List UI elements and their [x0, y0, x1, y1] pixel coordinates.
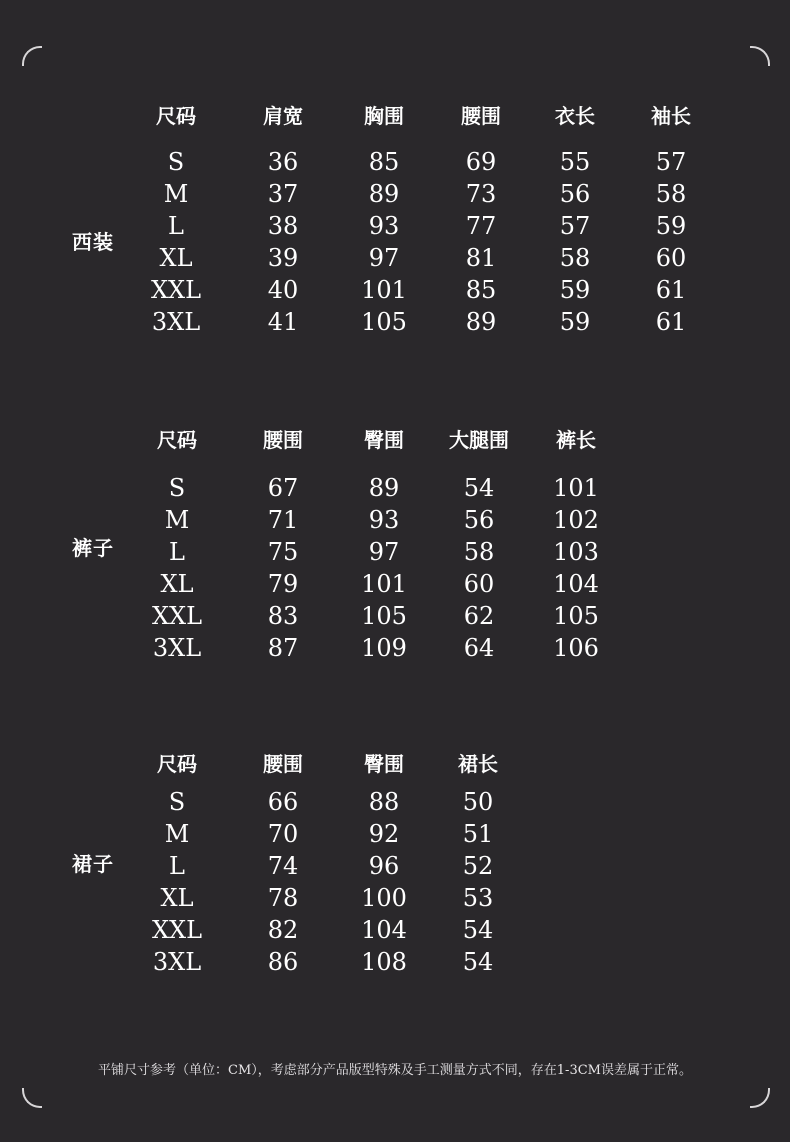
measurement-cell: 105	[361, 308, 407, 336]
measurement-cell: 83	[267, 602, 299, 630]
column-header: 胸围	[364, 104, 404, 128]
measurement-cell: 60	[655, 244, 687, 272]
measurement-cell: 58	[463, 538, 495, 566]
column-header: 尺码	[156, 104, 196, 128]
measurement-cell: 74	[267, 852, 299, 880]
measurement-cell: 62	[463, 602, 495, 630]
measurement-cell: 56	[463, 506, 495, 534]
measurement-cell: 104	[553, 570, 599, 598]
size-label: XL	[159, 244, 193, 272]
corner-top-left	[22, 46, 42, 66]
size-label: L	[168, 212, 184, 240]
size-label: 3XL	[152, 948, 202, 976]
measurement-cell: 108	[361, 948, 407, 976]
measurement-cell: 64	[463, 634, 495, 662]
measurement-cell: 82	[267, 916, 299, 944]
corner-bottom-left	[22, 1088, 42, 1108]
column-header: 大腿围	[449, 428, 509, 452]
measurement-cell: 77	[465, 212, 497, 240]
measurement-cell: 96	[368, 852, 400, 880]
measurement-cell: 40	[267, 276, 299, 304]
size-label: M	[164, 820, 190, 848]
size-label: S	[167, 148, 185, 176]
size-label: L	[169, 852, 185, 880]
column-header: 尺码	[157, 752, 197, 776]
measurement-cell: 71	[267, 506, 299, 534]
column-header: 肩宽	[263, 104, 303, 128]
measurement-cell: 54	[462, 948, 494, 976]
measurement-cell: 102	[553, 506, 599, 534]
measurement-cell: 53	[462, 884, 494, 912]
size-label: XXL	[150, 276, 202, 304]
measurement-cell: 57	[655, 148, 687, 176]
measurement-cell: 101	[361, 570, 407, 598]
corner-top-right	[750, 46, 770, 66]
measurement-cell: 106	[553, 634, 599, 662]
measurement-cell: 58	[559, 244, 591, 272]
measurement-cell: 54	[463, 474, 495, 502]
measurement-cell: 52	[462, 852, 494, 880]
measurement-cell: 38	[267, 212, 299, 240]
measurement-cell: 36	[267, 148, 299, 176]
measurement-cell: 79	[267, 570, 299, 598]
size-label: XXL	[151, 602, 203, 630]
measurement-cell: 78	[267, 884, 299, 912]
measurement-cell: 93	[368, 212, 400, 240]
measurement-cell: 56	[559, 180, 591, 208]
measurement-cell: 73	[465, 180, 497, 208]
measurement-cell: 67	[267, 474, 299, 502]
measurement-cell: 55	[559, 148, 591, 176]
measurement-cell: 37	[267, 180, 299, 208]
size-label: 3XL	[152, 634, 202, 662]
measurement-cell: 101	[553, 474, 599, 502]
column-header: 臀围	[364, 752, 404, 776]
measurement-cell: 89	[465, 308, 497, 336]
measurement-cell: 86	[267, 948, 299, 976]
measurement-cell: 105	[361, 602, 407, 630]
measurement-cell: 41	[267, 308, 299, 336]
size-table-3	[0, 748, 790, 1008]
size-label: XXL	[151, 916, 203, 944]
size-label: XL	[160, 884, 194, 912]
measurement-cell: 88	[368, 788, 400, 816]
size-table-2	[0, 424, 790, 684]
size-table-1	[0, 100, 790, 360]
size-label: S	[168, 474, 186, 502]
column-header: 裤长	[556, 428, 596, 452]
size-label: S	[168, 788, 186, 816]
measurement-cell: 69	[465, 148, 497, 176]
size-label: L	[169, 538, 185, 566]
measurement-cell: 51	[462, 820, 494, 848]
measurement-cell: 58	[655, 180, 687, 208]
measurement-cell: 97	[368, 538, 400, 566]
footer-note: 平铺尺寸参考（单位：CM），考虑部分产品版型特殊及手工测量方式不同，存在1-3CM误差属于正常。	[98, 1063, 692, 1078]
corner-bottom-right	[750, 1088, 770, 1108]
measurement-cell: 85	[465, 276, 497, 304]
measurement-cell: 92	[368, 820, 400, 848]
column-header: 尺码	[157, 428, 197, 452]
measurement-cell: 105	[553, 602, 599, 630]
category-label: 裤子	[72, 536, 114, 560]
measurement-cell: 85	[368, 148, 400, 176]
column-header: 腰围	[263, 752, 303, 776]
measurement-cell: 70	[267, 820, 299, 848]
category-label: 裙子	[72, 852, 114, 876]
measurement-cell: 109	[361, 634, 407, 662]
measurement-cell: 101	[361, 276, 407, 304]
measurement-cell: 75	[267, 538, 299, 566]
measurement-cell: 93	[368, 506, 400, 534]
measurement-cell: 89	[368, 474, 400, 502]
size-label: XL	[160, 570, 194, 598]
measurement-cell: 103	[553, 538, 599, 566]
measurement-cell: 39	[267, 244, 299, 272]
measurement-cell: 89	[368, 180, 400, 208]
measurement-cell: 61	[655, 308, 687, 336]
category-label: 西装	[72, 230, 114, 254]
measurement-cell: 54	[462, 916, 494, 944]
column-header: 裙长	[458, 752, 498, 776]
measurement-cell: 50	[462, 788, 494, 816]
measurement-cell: 104	[361, 916, 407, 944]
measurement-cell: 87	[267, 634, 299, 662]
measurement-cell: 59	[559, 276, 591, 304]
column-header: 腰围	[263, 428, 303, 452]
size-label: 3XL	[151, 308, 201, 336]
measurement-cell: 66	[267, 788, 299, 816]
measurement-cell: 57	[559, 212, 591, 240]
measurement-cell: 59	[655, 212, 687, 240]
measurement-cell: 97	[368, 244, 400, 272]
measurement-cell: 61	[655, 276, 687, 304]
measurement-cell: 60	[463, 570, 495, 598]
measurement-cell: 100	[361, 884, 407, 912]
measurement-cell: 59	[559, 308, 591, 336]
size-label: M	[164, 506, 190, 534]
column-header: 臀围	[364, 428, 404, 452]
column-header: 腰围	[461, 104, 501, 128]
measurement-cell: 81	[465, 244, 497, 272]
size-label: M	[163, 180, 189, 208]
column-header: 袖长	[651, 104, 691, 128]
column-header: 衣长	[555, 104, 595, 128]
